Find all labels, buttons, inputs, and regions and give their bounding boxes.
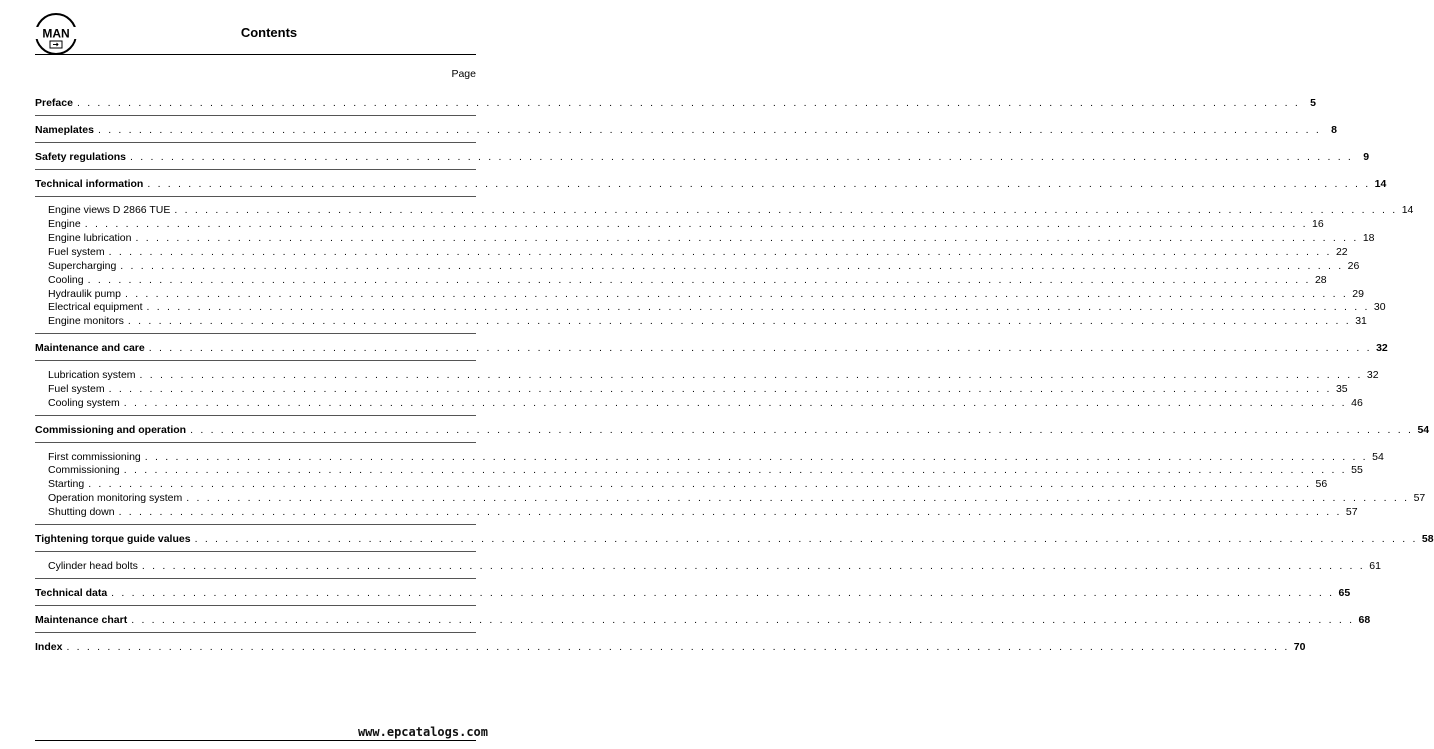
section-divider <box>35 524 476 525</box>
dot-leader: . . . . . . . . . . . . . . . . . . . . . . . . . . . . . . . . . . . . . . . . . . . . . . . . . . . . . . . . . . . . . . . . . . . . . . . . . . . . . . . . . . . . . . . . . . . . . . . . . . . . . . . . . . . . . . . . . . . . . . . . <box>194 533 1418 545</box>
dot-leader: . . . . . . . . . . . . . . . . . . . . . . . . . . . . . . . . . . . . . . . . . . . . . . . . . . . . . . . . . . . . . . . . . . . . . . . . . . . . . . . . . . . . . . . . . . . . . . . . . . . . . . . . . . . . . . . . . . . . . . . . <box>111 587 1335 599</box>
dot-leader: . . . . . . . . . . . . . . . . . . . . . . . . . . . . . . . . . . . . . . . . . . . . . . . . . . . . . . . . . . . . . . . . . . . . . . . . . . . . . . . . . . . . . . . . . . . . . . . . . . . . . . . . . . . . . . . . . . . . . . . . <box>127 315 1351 327</box>
dot-leader: . . . . . . . . . . . . . . . . . . . . . . . . . . . . . . . . . . . . . . . . . . . . . . . . . . . . . . . . . . . . . . . . . . . . . . . . . . . . . . . . . . . . . . . . . . . . . . . . . . . . . . . . . . . . . . . . . . . . . . . . <box>174 204 1398 216</box>
toc-entry-page: 31 <box>1355 315 1367 327</box>
section-divider <box>35 442 476 443</box>
toc-sub-entry[interactable] <box>48 245 1348 258</box>
section-divider <box>35 632 476 633</box>
page-title: Contents <box>240 25 298 40</box>
toc-entry-page: 55 <box>1351 464 1363 476</box>
toc-entry-label: Engine <box>48 218 81 230</box>
toc-entry-page: 54 <box>1417 424 1430 436</box>
toc-section-entry[interactable] <box>35 423 1430 436</box>
toc-sub-entry[interactable] <box>48 287 1364 300</box>
toc-entry-label: Hydraulik pump <box>48 288 121 300</box>
dot-leader: . . . . . . . . . . . . . . . . . . . . . . . . . . . . . . . . . . . . . . . . . . . . . . . . . . . . . . . . . . . . . . . . . . . . . . . . . . . . . . . . . . . . . . . . . . . . . . . . . . . . . . . . . . . . . . . . . . . . . . . . <box>141 560 1365 572</box>
dot-leader: . . . . . . . . . . . . . . . . . . . . . . . . . . . . . . . . . . . . . . . . . . . . . . . . . . . . . . . . . . . . . . . . . . . . . . . . . . . . . . . . . . . . . . . . . . . . . . . . . . . . . . . . . . . . . . . . . . . . . . . . <box>148 342 1372 354</box>
dot-leader: . . . . . . . . . . . . . . . . . . . . . . . . . . . . . . . . . . . . . . . . . . . . . . . . . . . . . . . . . . . . . . . . . . . . . . . . . . . . . . . . . . . . . . . . . . . . . . . . . . . . . . . . . . . . . . . . . . . . . . . . <box>186 492 1410 504</box>
toc-sub-entry[interactable] <box>48 382 1348 395</box>
dot-leader: . . . . . . . . . . . . . . . . . . . . . . . . . . . . . . . . . . . . . . . . . . . . . . . . . . . . . . . . . . . . . . . . . . . . . . . . . . . . . . . . . . . . . . . . . . . . . . . . . . . . . . . . . . . . . . . . . . . . . . . . <box>144 451 1368 463</box>
toc-entry-label: Commissioning and operation <box>35 424 187 436</box>
toc-entry-page: 58 <box>1421 533 1434 545</box>
toc-entry-label: Fuel system <box>48 383 105 395</box>
toc-entry-label: Shutting down <box>48 506 115 518</box>
toc-entry-label: Cooling <box>48 274 84 286</box>
toc-entry-page: 8 <box>1331 124 1337 136</box>
section-divider <box>35 142 476 143</box>
toc-entry-label: Supercharging <box>48 260 117 272</box>
dot-leader: . . . . . . . . . . . . . . . . . . . . . . . . . . . . . . . . . . . . . . . . . . . . . . . . . . . . . . . . . . . . . . . . . . . . . . . . . . . . . . . . . . . . . . . . . . . . . . . . . . . . . . . . . . . . . . . . . . . . . . . . <box>76 97 1300 109</box>
toc-entry-page: 68 <box>1358 614 1371 626</box>
toc-entry-label: Fuel system <box>48 246 105 258</box>
toc-entry-page: 61 <box>1369 560 1381 572</box>
toc-entry-page: 65 <box>1338 587 1351 599</box>
dot-leader: . . . . . . . . . . . . . . . . . . . . . . . . . . . . . . . . . . . . . . . . . . . . . . . . . . . . . . . . . . . . . . . . . . . . . . . . . . . . . . . . . . . . . . . . . . . . . . . . . . . . . . . . . . . . . . . . . . . . . . . . <box>66 641 1290 653</box>
toc-sub-entry[interactable] <box>48 300 1386 313</box>
toc-entry-page: 30 <box>1373 301 1386 313</box>
toc-sub-entry[interactable] <box>48 491 1426 504</box>
toc-entry-label: First commissioning <box>48 451 141 463</box>
toc-entry-label: Operation monitoring system <box>48 492 183 504</box>
toc-entry-page: 54 <box>1372 451 1384 463</box>
toc-sub-entry[interactable] <box>48 231 1375 244</box>
dot-leader: . . . . . . . . . . . . . . . . . . . . . . . . . . . . . . . . . . . . . . . . . . . . . . . . . . . . . . . . . . . . . . . . . . . . . . . . . . . . . . . . . . . . . . . . . . . . . . . . . . . . . . . . . . . . . . . . . . . . . . . . <box>84 218 1308 230</box>
toc-entry-page: 5 <box>1310 97 1316 109</box>
footer-rule <box>35 740 476 741</box>
toc-entry-label: Nameplates <box>35 124 94 136</box>
toc-entry-page: 14 <box>1374 178 1387 190</box>
watermark: www.epcatalogs.com <box>357 725 488 739</box>
toc-section-entry[interactable] <box>35 586 1351 599</box>
section-divider <box>35 605 476 606</box>
page-column-label: Page <box>451 68 476 80</box>
dot-leader: . . . . . . . . . . . . . . . . . . . . . . . . . . . . . . . . . . . . . . . . . . . . . . . . . . . . . . . . . . . . . . . . . . . . . . . . . . . . . . . . . . . . . . . . . . . . . . . . . . . . . . . . . . . . . . . . . . . . . . . . <box>118 506 1342 518</box>
table-of-contents <box>35 0 1434 700</box>
toc-sub-entry[interactable] <box>48 396 1363 409</box>
toc-section-entry[interactable] <box>35 123 1337 136</box>
toc-entry-page: 56 <box>1315 478 1328 490</box>
toc-entry-label: Maintenance and care <box>35 342 145 354</box>
section-divider <box>35 415 476 416</box>
toc-entry-label: Index <box>35 641 63 653</box>
toc-entry-page: 57 <box>1345 506 1358 518</box>
toc-sub-entry[interactable] <box>48 477 1328 490</box>
toc-sub-entry[interactable] <box>48 217 1324 230</box>
dot-leader: . . . . . . . . . . . . . . . . . . . . . . . . . . . . . . . . . . . . . . . . . . . . . . . . . . . . . . . . . . . . . . . . . . . . . . . . . . . . . . . . . . . . . . . . . . . . . . . . . . . . . . . . . . . . . . . . . . . . . . . . <box>123 464 1347 476</box>
dot-leader: . . . . . . . . . . . . . . . . . . . . . . . . . . . . . . . . . . . . . . . . . . . . . . . . . . . . . . . . . . . . . . . . . . . . . . . . . . . . . . . . . . . . . . . . . . . . . . . . . . . . . . . . . . . . . . . . . . . . . . . . <box>139 369 1363 381</box>
toc-entry-page: 46 <box>1351 397 1363 409</box>
toc-entry-page: 28 <box>1314 274 1327 286</box>
dot-leader: . . . . . . . . . . . . . . . . . . . . . . . . . . . . . . . . . . . . . . . . . . . . . . . . . . . . . . . . . . . . . . . . . . . . . . . . . . . . . . . . . . . . . . . . . . . . . . . . . . . . . . . . . . . . . . . . . . . . . . . . <box>120 260 1344 272</box>
toc-entry-label: Engine monitors <box>48 315 124 327</box>
toc-entry-page: 57 <box>1413 492 1426 504</box>
toc-entry-label: Cylinder head bolts <box>48 560 138 572</box>
toc-entry-label: Lubrication system <box>48 369 136 381</box>
toc-sub-entry[interactable] <box>48 203 1414 216</box>
toc-entry-page: 14 <box>1401 204 1414 216</box>
toc-entry-label: Cooling system <box>48 397 120 409</box>
section-divider <box>35 169 476 170</box>
dot-leader: . . . . . . . . . . . . . . . . . . . . . . . . . . . . . . . . . . . . . . . . . . . . . . . . . . . . . . . . . . . . . . . . . . . . . . . . . . . . . . . . . . . . . . . . . . . . . . . . . . . . . . . . . . . . . . . . . . . . . . . . <box>135 232 1359 244</box>
section-divider <box>35 333 476 334</box>
dot-leader: . . . . . . . . . . . . . . . . . . . . . . . . . . . . . . . . . . . . . . . . . . . . . . . . . . . . . . . . . . . . . . . . . . . . . . . . . . . . . . . . . . . . . . . . . . . . . . . . . . . . . . . . . . . . . . . . . . . . . . . . <box>88 478 1312 490</box>
toc-entry-page: 32 <box>1366 369 1379 381</box>
dot-leader: . . . . . . . . . . . . . . . . . . . . . . . . . . . . . . . . . . . . . . . . . . . . . . . . . . . . . . . . . . . . . . . . . . . . . . . . . . . . . . . . . . . . . . . . . . . . . . . . . . . . . . . . . . . . . . . . . . . . . . . . <box>131 614 1355 626</box>
dot-leader: . . . . . . . . . . . . . . . . . . . . . . . . . . . . . . . . . . . . . . . . . . . . . . . . . . . . . . . . . . . . . . . . . . . . . . . . . . . . . . . . . . . . . . . . . . . . . . . . . . . . . . . . . . . . . . . . . . . . . . . . <box>97 124 1321 136</box>
toc-entry-page: 32 <box>1376 342 1388 354</box>
section-divider <box>35 115 476 116</box>
dot-leader: . . . . . . . . . . . . . . . . . . . . . . . . . . . . . . . . . . . . . . . . . . . . . . . . . . . . . . . . . . . . . . . . . . . . . . . . . . . . . . . . . . . . . . . . . . . . . . . . . . . . . . . . . . . . . . . . . . . . . . . . <box>130 151 1354 163</box>
toc-entry-page: 29 <box>1352 288 1364 300</box>
toc-section-entry[interactable] <box>35 640 1306 653</box>
toc-entry-page: 22 <box>1335 246 1348 258</box>
toc-entry-page: 16 <box>1312 218 1324 230</box>
toc-sub-entry[interactable] <box>48 273 1327 286</box>
dot-leader: . . . . . . . . . . . . . . . . . . . . . . . . . . . . . . . . . . . . . . . . . . . . . . . . . . . . . . . . . . . . . . . . . . . . . . . . . . . . . . . . . . . . . . . . . . . . . . . . . . . . . . . . . . . . . . . . . . . . . . . . <box>190 424 1414 436</box>
toc-section-entry[interactable] <box>35 341 1388 354</box>
toc-entry-label: Preface <box>35 97 73 109</box>
toc-sub-entry[interactable] <box>48 559 1381 572</box>
toc-section-entry[interactable] <box>35 613 1371 626</box>
toc-entry-page: 70 <box>1293 641 1306 653</box>
toc-entry-label: Technical information <box>35 178 144 190</box>
toc-entry-label: Starting <box>48 478 85 490</box>
toc-sub-entry[interactable] <box>48 450 1384 463</box>
dot-leader: . . . . . . . . . . . . . . . . . . . . . . . . . . . . . . . . . . . . . . . . . . . . . . . . . . . . . . . . . . . . . . . . . . . . . . . . . . . . . . . . . . . . . . . . . . . . . . . . . . . . . . . . . . . . . . . . . . . . . . . . <box>147 178 1371 190</box>
toc-entry-page: 18 <box>1362 232 1375 244</box>
toc-section-entry[interactable] <box>35 177 1387 190</box>
toc-entry-page: 35 <box>1335 383 1348 395</box>
dot-leader: . . . . . . . . . . . . . . . . . . . . . . . . . . . . . . . . . . . . . . . . . . . . . . . . . . . . . . . . . . . . . . . . . . . . . . . . . . . . . . . . . . . . . . . . . . . . . . . . . . . . . . . . . . . . . . . . . . . . . . . . <box>123 397 1347 409</box>
dot-leader: . . . . . . . . . . . . . . . . . . . . . . . . . . . . . . . . . . . . . . . . . . . . . . . . . . . . . . . . . . . . . . . . . . . . . . . . . . . . . . . . . . . . . . . . . . . . . . . . . . . . . . . . . . . . . . . . . . . . . . . . <box>108 383 1332 395</box>
toc-entry-label: Engine views D 2866 TUE <box>48 204 171 216</box>
toc-sub-entry[interactable] <box>48 259 1360 272</box>
toc-sub-entry[interactable] <box>48 314 1367 327</box>
toc-section-entry[interactable] <box>35 96 1316 109</box>
svg-text:MAN: MAN <box>42 26 70 41</box>
section-divider <box>35 196 476 197</box>
toc-sub-entry[interactable] <box>48 505 1358 518</box>
toc-section-entry[interactable] <box>35 532 1434 545</box>
toc-entry-label: Engine lubrication <box>48 232 132 244</box>
toc-section-entry[interactable] <box>35 150 1370 163</box>
toc-entry-page: 26 <box>1347 260 1360 272</box>
toc-entry-page: 9 <box>1363 151 1370 163</box>
toc-entry-label: Tightening torque guide values <box>35 533 191 545</box>
toc-entry-label: Maintenance chart <box>35 614 128 626</box>
section-divider <box>35 578 476 579</box>
toc-entry-label: Electrical equipment <box>48 301 143 313</box>
dot-leader: . . . . . . . . . . . . . . . . . . . . . . . . . . . . . . . . . . . . . . . . . . . . . . . . . . . . . . . . . . . . . . . . . . . . . . . . . . . . . . . . . . . . . . . . . . . . . . . . . . . . . . . . . . . . . . . . . . . . . . . . <box>87 274 1311 286</box>
toc-entry-label: Commissioning <box>48 464 120 476</box>
toc-sub-entry[interactable] <box>48 368 1379 381</box>
section-divider <box>35 551 476 552</box>
toc-entry-label: Technical data <box>35 587 108 599</box>
dot-leader: . . . . . . . . . . . . . . . . . . . . . . . . . . . . . . . . . . . . . . . . . . . . . . . . . . . . . . . . . . . . . . . . . . . . . . . . . . . . . . . . . . . . . . . . . . . . . . . . . . . . . . . . . . . . . . . . . . . . . . . . <box>146 301 1370 313</box>
toc-sub-entry[interactable] <box>48 463 1363 476</box>
dot-leader: . . . . . . . . . . . . . . . . . . . . . . . . . . . . . . . . . . . . . . . . . . . . . . . . . . . . . . . . . . . . . . . . . . . . . . . . . . . . . . . . . . . . . . . . . . . . . . . . . . . . . . . . . . . . . . . . . . . . . . . . <box>124 288 1348 300</box>
section-divider <box>35 360 476 361</box>
dot-leader: . . . . . . . . . . . . . . . . . . . . . . . . . . . . . . . . . . . . . . . . . . . . . . . . . . . . . . . . . . . . . . . . . . . . . . . . . . . . . . . . . . . . . . . . . . . . . . . . . . . . . . . . . . . . . . . . . . . . . . . . <box>108 246 1332 258</box>
toc-entry-label: Safety regulations <box>35 151 127 163</box>
